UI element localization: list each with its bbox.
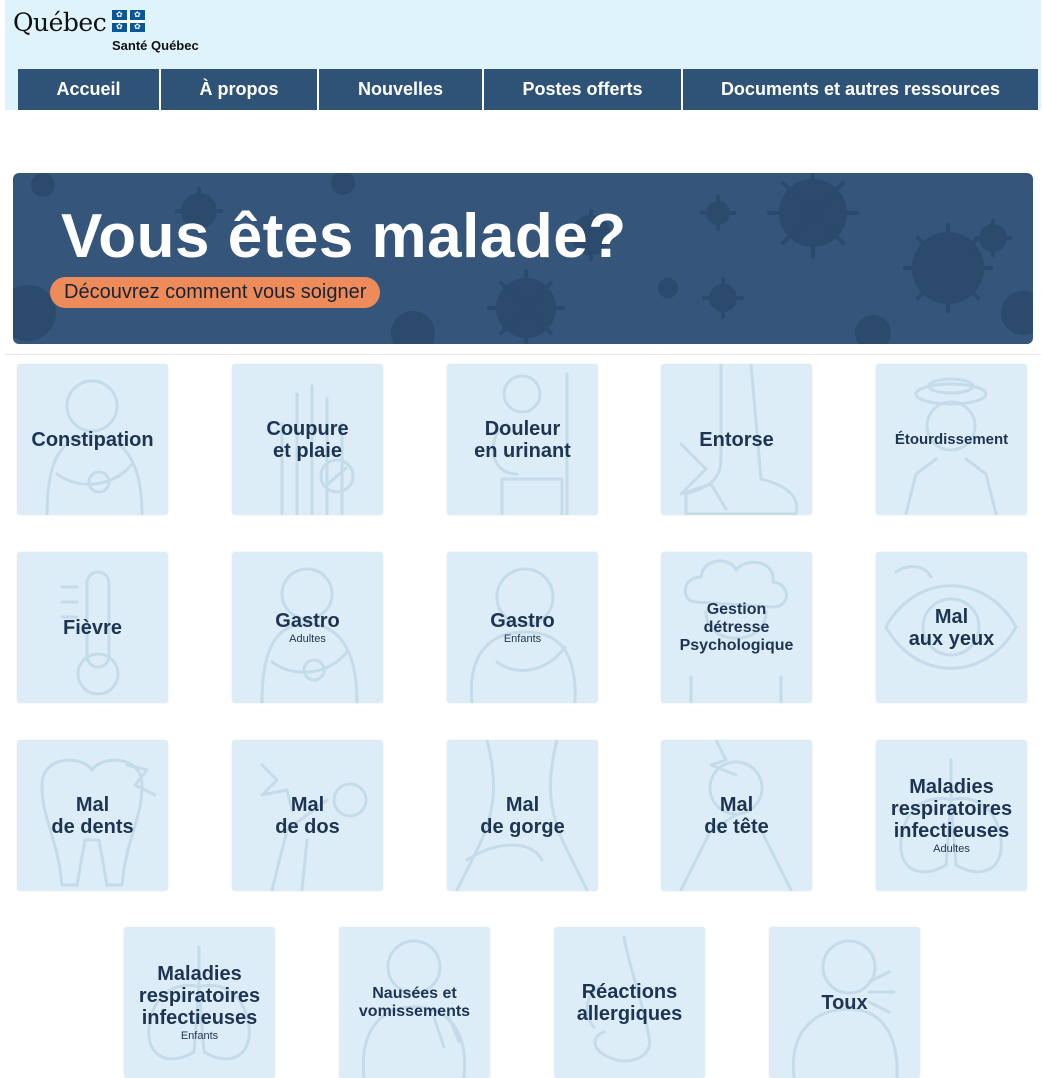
symptom-tile[interactable] xyxy=(17,364,168,515)
symptom-tile[interactable] xyxy=(232,552,383,703)
symptom-tile[interactable] xyxy=(661,552,812,703)
symptom-tile[interactable] xyxy=(17,552,168,703)
tile-label xyxy=(876,364,1027,515)
tile-label xyxy=(17,364,168,515)
symptom-tile[interactable] xyxy=(339,927,490,1078)
tile-label xyxy=(447,740,598,891)
tile-label xyxy=(769,927,920,1078)
tile-title: Étourdissement xyxy=(894,430,1009,448)
tile-label xyxy=(661,740,812,891)
tile-title: Toux xyxy=(821,991,868,1014)
tile-title: Coupure et plaie xyxy=(266,417,349,462)
tile-subtitle: Adultes xyxy=(933,842,970,855)
tile-subtitle: Enfants xyxy=(180,1029,219,1042)
tile-subtitle: Enfants xyxy=(503,632,542,645)
nav-item-documents[interactable]: Documents et autres ressources xyxy=(683,69,1038,110)
tile-title: Mal de dos xyxy=(275,793,340,838)
tile-title: Nausées et vomissements xyxy=(358,984,471,1020)
symptom-tile[interactable] xyxy=(17,740,168,891)
quebec-logo[interactable] xyxy=(13,4,213,56)
symptom-tile[interactable] xyxy=(447,740,598,891)
tile-title: Gastro xyxy=(490,609,555,632)
symptom-tile[interactable] xyxy=(876,740,1027,891)
symptom-tile[interactable] xyxy=(232,740,383,891)
tile-label xyxy=(876,740,1027,891)
logo-wordmark: Québec xyxy=(13,8,107,37)
tile-label xyxy=(232,552,383,703)
symptom-tile[interactable] xyxy=(554,927,705,1078)
tile-title: Réactions allergiques xyxy=(576,980,683,1025)
tile-label xyxy=(554,927,705,1078)
tile-label xyxy=(17,740,168,891)
tile-title: Maladies respiratoires infectieuses xyxy=(890,775,1013,842)
tile-label xyxy=(339,927,490,1078)
symptom-tile[interactable] xyxy=(124,927,275,1078)
symptom-tile[interactable] xyxy=(232,364,383,515)
tile-label xyxy=(447,552,598,703)
tile-title: Gastro xyxy=(275,609,340,632)
symptom-tile[interactable] xyxy=(661,364,812,515)
tile-title: Mal de tête xyxy=(704,793,769,838)
symptom-tile[interactable] xyxy=(661,740,812,891)
symptom-tile[interactable] xyxy=(876,552,1027,703)
tile-label xyxy=(447,364,598,515)
tile-title: Entorse xyxy=(699,428,774,451)
logo-subtitle: Santé Québec xyxy=(112,38,199,53)
tile-label xyxy=(876,552,1027,703)
main-nav xyxy=(18,69,1038,110)
tile-subtitle: Adultes xyxy=(289,632,326,645)
tile-title: Fièvre xyxy=(63,616,122,639)
tile-title: Mal de gorge xyxy=(480,793,565,838)
symptom-tile[interactable] xyxy=(769,927,920,1078)
tile-label xyxy=(17,552,168,703)
tile-title: Maladies respiratoires infectieuses xyxy=(138,962,261,1029)
tile-title: Mal aux yeux xyxy=(908,605,995,650)
nav-item-accueil[interactable]: Accueil xyxy=(18,69,161,110)
tile-label xyxy=(232,740,383,891)
tile-title: Mal de dents xyxy=(51,793,134,838)
symptom-tile[interactable] xyxy=(447,552,598,703)
symptom-tile[interactable] xyxy=(876,364,1027,515)
hero-title: Vous êtes malade? xyxy=(61,202,627,271)
hero-banner[interactable] xyxy=(13,173,1033,344)
nav-item-a-propos[interactable]: À propos xyxy=(161,69,319,110)
hero-cta-button[interactable]: Découvrez comment vous soigner xyxy=(50,277,380,308)
tile-title: Constipation xyxy=(31,428,154,451)
tile-title: Douleur en urinant xyxy=(474,417,571,462)
fleur-de-lis-flag-icon: ✿ ✿ ✿ ✿ xyxy=(112,10,145,32)
tile-label xyxy=(232,364,383,515)
tile-label xyxy=(661,364,812,515)
tile-label xyxy=(661,552,812,703)
section-divider xyxy=(5,354,1041,355)
nav-item-nouvelles[interactable]: Nouvelles xyxy=(319,69,484,110)
tile-title: Gestion détresse Psychologique xyxy=(679,600,794,654)
tile-label xyxy=(124,927,275,1078)
nav-item-postes-offerts[interactable]: Postes offerts xyxy=(484,69,683,110)
symptom-tile[interactable] xyxy=(447,364,598,515)
site-header xyxy=(5,0,1041,110)
